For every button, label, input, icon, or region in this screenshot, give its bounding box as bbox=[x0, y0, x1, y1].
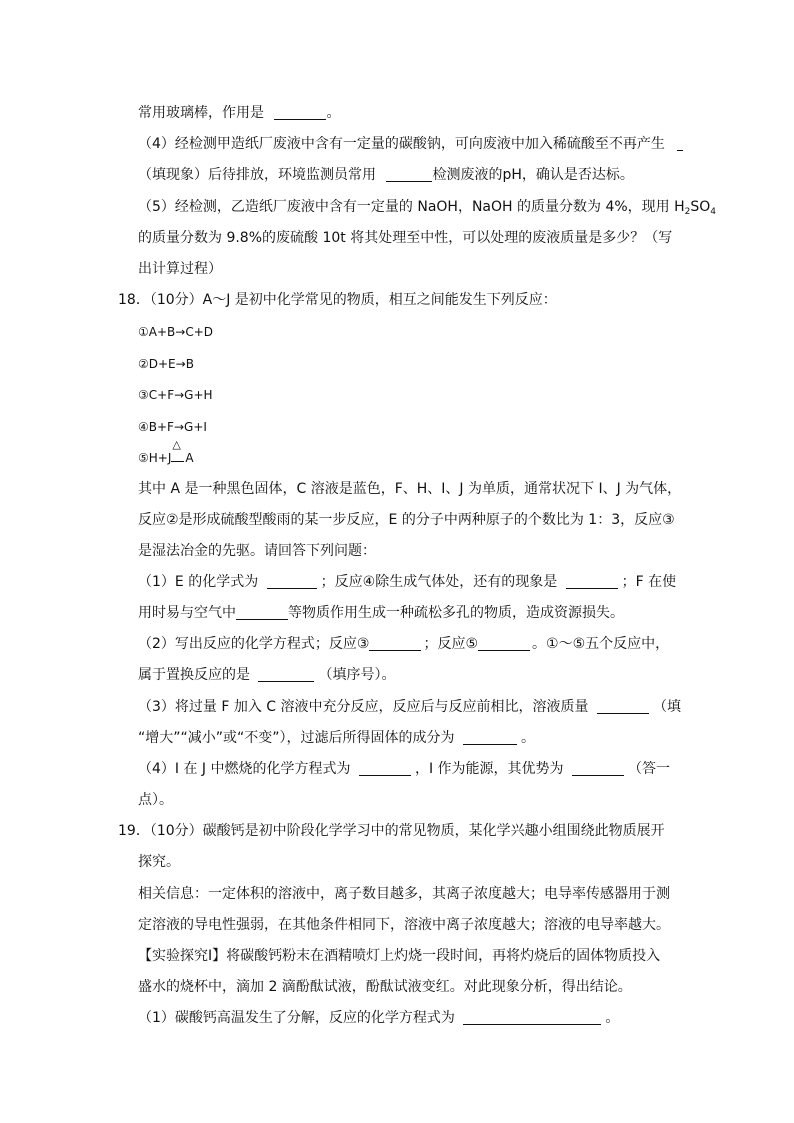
q17-line-6: 出计算过程） bbox=[138, 261, 222, 277]
arrow-icon: → bbox=[175, 357, 186, 371]
text: ，I 作为能源，其优势为 bbox=[414, 761, 564, 777]
text: 用时易与空气中 bbox=[138, 605, 236, 621]
text: ；F 在使 bbox=[621, 574, 677, 590]
arrow-icon: → bbox=[173, 420, 185, 434]
text: （1）碳酸钙高温发生了分解，反应的化学方程式为 bbox=[138, 1010, 455, 1026]
text: （1）E 的化学式为 bbox=[138, 574, 259, 590]
text: 。 bbox=[326, 105, 341, 121]
q18-para-1: 其中 A 是一种黑色固体，C 溶液是蓝色，F、H、I、J 为单质，通常状况下 I、J 为气体， bbox=[138, 481, 682, 497]
text: 等物质作用生成一种疏松多孔的物质，造成资源损失。 bbox=[288, 605, 624, 621]
text: “增大”“减小”或“不变”），过滤后所得固体的成分为 bbox=[138, 730, 455, 746]
text: （答一 bbox=[628, 761, 671, 777]
q18-sub2-line1 bbox=[138, 634, 669, 654]
q18-sub3-line2 bbox=[138, 728, 535, 748]
answer-blank[interactable] bbox=[463, 1010, 601, 1025]
answer-blank[interactable] bbox=[267, 574, 317, 589]
text: G+I bbox=[184, 420, 207, 434]
reaction-1 bbox=[138, 322, 213, 342]
text: SO bbox=[690, 199, 711, 215]
answer-blank[interactable] bbox=[597, 699, 649, 714]
text: B bbox=[185, 357, 194, 371]
subscript: 4 bbox=[710, 207, 717, 217]
q18-sub4-line2: 点）。 bbox=[138, 792, 173, 808]
text: ⑤H+J bbox=[138, 451, 172, 465]
answer-blank[interactable] bbox=[359, 761, 411, 776]
text: （4）经检测甲造纸厂废液中含有一定量的碳酸钠，可向废液中加入稀硫酸至不再产生 bbox=[138, 136, 665, 152]
answer-blank[interactable] bbox=[478, 636, 530, 651]
q18-para-2: 反应②是形成硫酸型酸雨的某一步反应，E 的分子中两种原子的个数比为 1：3，反应③ bbox=[138, 512, 675, 528]
q18-sub1-line1 bbox=[138, 572, 676, 592]
q19-info-1: 相关信息：一定体积的溶液中，离子数目越多，其离子浓度越大；电导率传感器用于测 bbox=[138, 886, 670, 902]
text: （3）将过量 F 加入 C 溶液中充分反应，反应后与反应前相比，溶液质量 bbox=[138, 699, 589, 715]
text: C+D bbox=[185, 325, 214, 339]
heat-triangle-icon: △ bbox=[172, 438, 181, 451]
q19-heading-2: 探究。 bbox=[138, 854, 180, 870]
text: ②D+E bbox=[138, 357, 176, 371]
q17-line-5: 的质量分数为 9.8%的废硫酸 10t 将其处理至中性，可以处理的废液质量是多少？（写 bbox=[138, 230, 673, 246]
arrow-icon: → bbox=[175, 325, 186, 339]
q19-info-2: 定溶液的导电性强弱，在其他条件相同下，溶液中离子浓度越大；溶液的电导率越大。 bbox=[138, 917, 670, 933]
text: 属于置换反应的是 bbox=[138, 667, 250, 683]
q19-sub1 bbox=[138, 1008, 619, 1028]
q17-line-2 bbox=[138, 134, 683, 154]
text: 。①～⑤五个反应中， bbox=[532, 636, 670, 652]
text: （填序号）。 bbox=[318, 667, 396, 683]
q19-heading-1: 19．（10分）碳酸钙是初中阶段化学学习中的常见物质，某化学兴趣小组围绕此物质展开 bbox=[118, 823, 665, 839]
q17-line-4 bbox=[138, 197, 716, 222]
q18-para-3: 是湿法冶金的先驱。请回答下列问题： bbox=[138, 543, 376, 559]
text: A bbox=[185, 451, 194, 465]
q18-sub3-line1 bbox=[138, 697, 681, 717]
text: （4）I 在 J 中燃烧的化学方程式为 bbox=[138, 761, 351, 777]
text: ③C+F bbox=[138, 388, 175, 402]
reaction-3 bbox=[138, 385, 213, 405]
answer-blank[interactable] bbox=[566, 574, 618, 589]
text: 。 bbox=[605, 1010, 620, 1026]
answer-blank[interactable] bbox=[677, 136, 683, 151]
q19-exp-2: 盛水的烧杯中，滴加 2 滴酚酞试液，酚酞试液变红。对此现象分析，得出结论。 bbox=[138, 979, 632, 995]
text: （填现象）后待排放，环境监测员常用 bbox=[138, 167, 376, 183]
text: 。 bbox=[520, 730, 535, 746]
answer-blank[interactable] bbox=[386, 167, 432, 182]
text: ④B+F bbox=[138, 420, 174, 434]
answer-blank[interactable] bbox=[463, 730, 517, 745]
equals-line bbox=[171, 453, 184, 462]
text: 常用玻璃棒，作用是 bbox=[138, 105, 264, 121]
text: （5）经检测，乙造纸厂废液中含有一定量的 NaOH，NaOH 的质量分数为 4%，现用 H bbox=[138, 199, 685, 215]
answer-blank[interactable] bbox=[236, 605, 288, 620]
answer-blank[interactable] bbox=[572, 761, 624, 776]
q17-line-1 bbox=[138, 103, 340, 123]
answer-blank[interactable] bbox=[369, 636, 421, 651]
text: ；反应⑤ bbox=[423, 636, 479, 652]
text: 检测废液的pH，确认是否达标。 bbox=[432, 167, 634, 183]
text: ；反应④除生成气体处，还有的现象是 bbox=[320, 574, 558, 590]
reaction-2 bbox=[138, 354, 194, 374]
q18-heading: 18．（10分）A～J 是初中化学常见的物质，相互之间能发生下列反应： bbox=[118, 292, 557, 308]
q18-sub4-line1 bbox=[138, 759, 670, 779]
text: （2）写出反应的化学方程式；反应③ bbox=[138, 636, 370, 652]
text: G+H bbox=[184, 388, 213, 402]
q18-sub2-line2 bbox=[138, 665, 395, 685]
q19-exp-1: 【实验探究Ⅰ】将碳酸钙粉末在酒精喷灯上灼烧一段时间，再将灼烧后的固体物质投入 bbox=[138, 948, 661, 964]
reaction-4 bbox=[138, 417, 207, 437]
arrow-icon: → bbox=[174, 388, 185, 402]
reaction-5 bbox=[138, 438, 194, 468]
subscript: 2 bbox=[684, 207, 691, 217]
text: ①A+B bbox=[138, 325, 176, 339]
heat-condition bbox=[171, 438, 185, 468]
q18-sub1-line2 bbox=[138, 603, 624, 623]
q17-line-3 bbox=[138, 165, 634, 185]
answer-blank[interactable] bbox=[258, 667, 314, 682]
text: （填 bbox=[653, 699, 681, 715]
answer-blank[interactable] bbox=[274, 105, 326, 120]
